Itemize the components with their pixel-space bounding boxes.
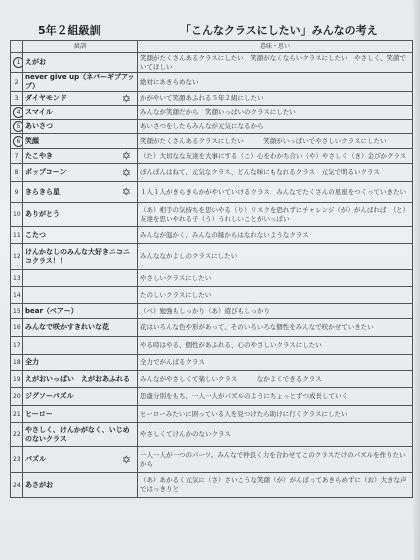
table-row bbox=[11, 203, 413, 227]
table-body bbox=[11, 53, 413, 498]
motto-column-header: 級訓 bbox=[23, 41, 138, 53]
row-number-text: 7 bbox=[14, 152, 19, 160]
table-row bbox=[11, 473, 413, 498]
motto-text: 全力 bbox=[25, 358, 39, 366]
row-number-text: 9 bbox=[14, 188, 19, 196]
table-row bbox=[11, 164, 413, 182]
meaning-cell: あいさつをしたらみんなが元気になるから bbox=[138, 120, 413, 134]
meaning-cell: みんなが温かく、みんなの縁からはなれないようなクラス bbox=[138, 227, 413, 244]
row-number-text: 2 bbox=[14, 78, 19, 86]
table-row bbox=[11, 355, 413, 371]
no-column-header bbox=[11, 41, 23, 53]
table-row bbox=[11, 106, 413, 120]
row-number-text: 24 bbox=[13, 481, 21, 489]
motto-cell bbox=[23, 227, 138, 244]
meaning-cell: （あ）あかるく元気に（さ）さいこうな笑顔（が）がんばってあきらめずに（お）大きな声ではっきりと bbox=[138, 473, 413, 498]
motto-cell bbox=[23, 388, 138, 406]
row-number bbox=[11, 270, 23, 287]
row-number-text: 12 bbox=[13, 253, 21, 260]
motto-cell bbox=[23, 304, 138, 319]
meaning-cell: ぽんぽんはねて、元気なクラス、どんな味にもなれるクラス 元気で明るいクラス bbox=[138, 164, 413, 182]
row-number bbox=[11, 388, 23, 406]
row-number-circled: 5 bbox=[13, 121, 23, 132]
row-number bbox=[11, 287, 23, 304]
meaning-cell: 全力でがんばるクラス bbox=[138, 355, 413, 371]
row-number bbox=[11, 406, 23, 423]
motto-cell bbox=[23, 423, 138, 447]
motto-cell bbox=[23, 319, 138, 337]
row-number bbox=[11, 92, 23, 106]
meaning-cell: （あ）相手の気持ちを思いやる（り）リスクを恐れずにチャレンジ（が）がんばれば （と）友達を思いやれる子（う）うれしいことがいっぱい bbox=[138, 203, 413, 227]
meaning-cell: １人１人がきらきらかがやいていけるクラス みんなでたくさんの星座をつくっていきたい bbox=[138, 182, 413, 203]
row-number bbox=[11, 304, 23, 319]
table-row bbox=[11, 447, 413, 473]
motto-cell bbox=[23, 473, 138, 498]
table-row bbox=[11, 149, 413, 164]
motto-text: やさしく、けんかがなく、いじめのないクラス bbox=[25, 425, 130, 443]
motto-text: たこやき bbox=[25, 151, 53, 160]
motto-cell bbox=[23, 92, 138, 106]
row-number-text: 16 bbox=[13, 324, 21, 331]
motto-text: パズル bbox=[25, 455, 46, 463]
row-number-text: 13 bbox=[13, 274, 21, 282]
row-number bbox=[11, 319, 23, 337]
row-number bbox=[11, 473, 23, 498]
meaning-cell: やさしくてけんかのないクラス bbox=[138, 423, 413, 447]
meaning-cell: 笑顔がたくさんあるクラスにしたい 笑顔がいっぱいでやさしいクラスにしたい bbox=[138, 134, 413, 149]
motto-cell bbox=[23, 164, 138, 182]
motto-table bbox=[10, 40, 413, 498]
meaning-cell: みんななかよしのクラスにしたい bbox=[138, 244, 413, 270]
row-number bbox=[11, 149, 23, 164]
motto-text: えがおいっぱい えがおあふれる bbox=[25, 374, 130, 383]
motto-text: きらきら星 bbox=[25, 187, 60, 196]
motto-cell bbox=[23, 447, 138, 473]
star-mark-icon: ✡ bbox=[121, 166, 131, 179]
motto-cell bbox=[23, 355, 138, 371]
row-number-text: 21 bbox=[13, 410, 21, 418]
motto-cell bbox=[23, 73, 138, 92]
motto-cell bbox=[23, 134, 138, 149]
table-row bbox=[11, 371, 413, 388]
table-row bbox=[11, 53, 413, 73]
table-row bbox=[11, 92, 413, 106]
row-number-text: 20 bbox=[13, 393, 21, 400]
row-number bbox=[11, 120, 23, 134]
table-row bbox=[11, 270, 413, 287]
row-number-text: 18 bbox=[13, 359, 21, 366]
table-row bbox=[11, 388, 413, 406]
row-number bbox=[11, 134, 23, 149]
motto-text: ダイヤモンド bbox=[25, 94, 67, 102]
star-mark-icon: ✡ bbox=[121, 149, 131, 163]
row-number bbox=[11, 244, 23, 270]
motto-text: bear（ベアー） bbox=[25, 306, 78, 315]
motto-cell bbox=[23, 106, 138, 120]
meaning-cell: 絶対にあきらめない bbox=[138, 73, 413, 92]
meaning-cell: ヒーローみたいに困っている人を見つけたら助けに行くクラスにしたい bbox=[138, 406, 413, 423]
table-row bbox=[11, 227, 413, 244]
row-number bbox=[11, 53, 23, 73]
table-row bbox=[11, 73, 413, 92]
motto-text: ジグソーパズル bbox=[25, 392, 74, 400]
row-number bbox=[11, 182, 23, 203]
row-number bbox=[11, 203, 23, 227]
motto-text: never give up（ネバーギブアップ） bbox=[25, 73, 135, 90]
star-mark-icon: ✡ bbox=[121, 92, 131, 105]
table-row bbox=[11, 120, 413, 134]
sheet-header bbox=[30, 22, 410, 40]
meaning-cell: 一人一人が一つのパーツ。みんなで仲良く力を合わせてこのクラスだけのパズルを作りたいから bbox=[138, 447, 413, 473]
meaning-cell: （べ）勉強もしっかり（あ）遊びもしっかり bbox=[138, 304, 413, 319]
motto-text: みんなで咲かすきれいな花 bbox=[25, 323, 109, 331]
star-mark-icon: ✡ bbox=[121, 185, 131, 199]
row-number-text: 19 bbox=[13, 375, 21, 383]
meaning-cell: 思慮分別をもち、一人一人がパズルのようにちょっとずつ成長していく bbox=[138, 388, 413, 406]
meaning-cell: 花はいろんな色や形があって、そのいろいろな個性をみんなで咲かせていきたい bbox=[138, 319, 413, 337]
motto-cell bbox=[23, 182, 138, 203]
row-number-text: 23 bbox=[13, 456, 21, 463]
meaning-cell: （た）大切なな友達を大事にする（こ）心をわかち合い（や）やさしく（き）金ぴかクラス bbox=[138, 149, 413, 164]
motto-cell bbox=[23, 270, 138, 287]
motto-cell bbox=[23, 53, 138, 73]
meaning-column-header: 意味・思い bbox=[138, 41, 413, 53]
row-number-text: 3 bbox=[14, 95, 19, 102]
row-number-text: 14 bbox=[13, 291, 21, 299]
table-row bbox=[11, 134, 413, 149]
class-label: 5年２組級訓 bbox=[38, 24, 101, 37]
row-number-text: 10 bbox=[13, 211, 21, 218]
row-number bbox=[11, 227, 23, 244]
row-number bbox=[11, 106, 23, 120]
row-number-text: 8 bbox=[14, 169, 19, 176]
sheet-title: 「こんなクラスにしたい」みんなの考え bbox=[180, 24, 378, 37]
motto-cell bbox=[23, 120, 138, 134]
motto-text: ヒーロー bbox=[25, 409, 53, 418]
meaning-cell: みんなが笑顔だから 笑顔いっぱいのクラスにしたい bbox=[138, 106, 413, 120]
row-number bbox=[11, 355, 23, 371]
row-number bbox=[11, 371, 23, 388]
row-number-circled: 1 bbox=[13, 57, 23, 68]
row-number bbox=[11, 447, 23, 473]
table-row bbox=[11, 287, 413, 304]
star-mark-icon: ✡ bbox=[121, 453, 131, 466]
meaning-cell: みんながやさしくて楽しいクラス なかよくできるクラス bbox=[138, 371, 413, 388]
motto-cell bbox=[23, 149, 138, 164]
table-row bbox=[11, 406, 413, 423]
motto-cell bbox=[23, 203, 138, 227]
table-row bbox=[11, 182, 413, 203]
row-number-text: 15 bbox=[13, 307, 21, 315]
row-number bbox=[11, 73, 23, 92]
table-row bbox=[11, 319, 413, 337]
motto-cell bbox=[23, 337, 138, 355]
motto-cell bbox=[23, 371, 138, 388]
row-number-circled: 6 bbox=[13, 136, 23, 147]
page-edge-shadow bbox=[412, 0, 420, 560]
table-row bbox=[11, 244, 413, 270]
motto-cell bbox=[23, 244, 138, 270]
row-number-text: 11 bbox=[13, 231, 21, 239]
motto-text: あいさつ bbox=[25, 122, 53, 130]
motto-text: こたつ bbox=[25, 230, 46, 239]
table-row bbox=[11, 304, 413, 319]
motto-text: ポップコーン bbox=[25, 168, 67, 176]
meaning-cell: 笑顔がたくさんあるクラスにしたい 笑顔がなくならいクラスにしたい やさしく、笑顔でいてほしい bbox=[138, 53, 413, 73]
meaning-cell: やさしいクラスにしたい bbox=[138, 270, 413, 287]
meaning-cell: やる時はやる、個性があふれる、心のやさしいクラスにしたい bbox=[138, 337, 413, 355]
motto-text: あさがお bbox=[25, 480, 53, 489]
motto-text: けんかなしのみんな大好きニコニコクラス！！ bbox=[25, 247, 130, 265]
motto-cell bbox=[23, 406, 138, 423]
row-number bbox=[11, 337, 23, 355]
table-header-row bbox=[11, 41, 413, 53]
table-row bbox=[11, 337, 413, 355]
meaning-cell: たのしいクラスにしたい bbox=[138, 287, 413, 304]
motto-text: えがお bbox=[25, 58, 46, 66]
motto-cell bbox=[23, 287, 138, 304]
row-number bbox=[11, 164, 23, 182]
motto-text: 笑顔 bbox=[25, 136, 39, 145]
row-number-text: 17 bbox=[13, 342, 21, 349]
row-number-circled: 4 bbox=[13, 107, 23, 118]
table-row bbox=[11, 423, 413, 447]
meaning-cell: かがやいて笑顔あふれる５年２組にしたい bbox=[138, 92, 413, 106]
motto-text: スマイル bbox=[25, 108, 53, 116]
row-number-text: 22 bbox=[13, 431, 21, 438]
motto-text: ありがとう bbox=[25, 210, 60, 218]
row-number bbox=[11, 423, 23, 447]
